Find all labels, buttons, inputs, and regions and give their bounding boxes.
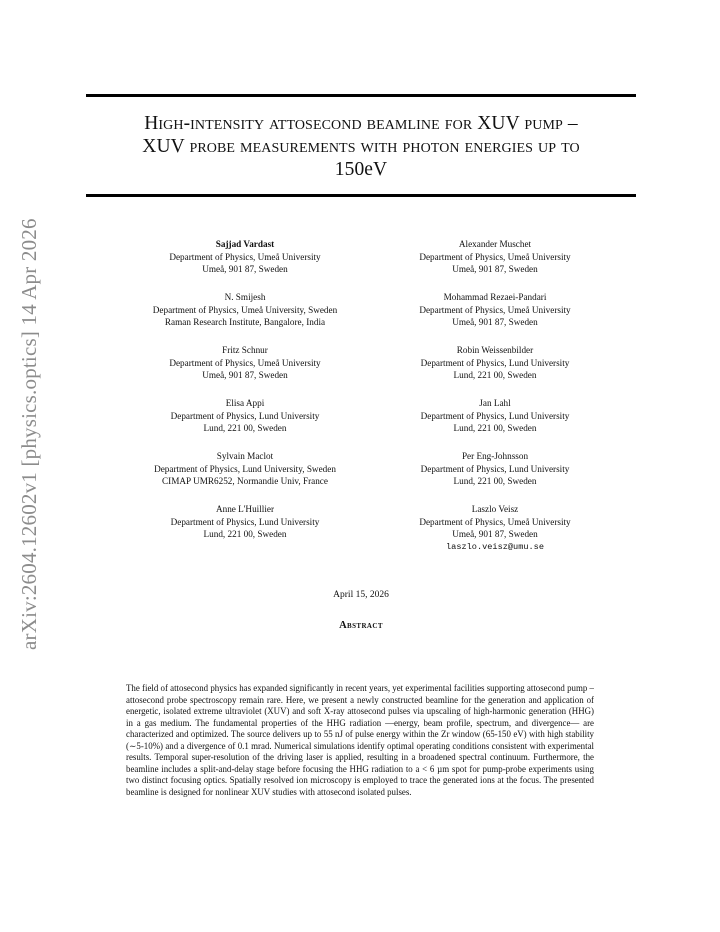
abstract-text: The field of attosecond physics has expanded significantly in recent years, yet experimental facilities supporting attosecond pump – attosecond probe spectroscopy remain rare. Here, we present a newly constructed beamline for the generation and application of energetic, isolated extreme ultraviolet (XUV) and soft X-ray attosecond pulses via upscaling of high-harmonic generation (HHG) in a gas medium. The fundamental properties of the HHG radiation —energy, beam profile, spectrum, and divergence— are characterized and optimized. The source delivers up to 55 nJ of pulse energy within the Zr window (65-150 eV) with high stability (∼5-10%) and a divergence of 0.1 mrad. Numerical simulations identify optimal operating conditions consistent with experimental results. Temporal super-resolution of the driving laser is applied, resulting in a broadened spectral continuum. Furthermore, the beamline includes a split-and-delay stage before focusing the HHG radiation to a < 6 µm spot for pump-probe experiments using two distinct focusing optics. Spatially resolved ion microscopy is employed to trace the generated ions at the focus. The presented beamline is designed for nonlinear XUV studies with attosecond isolated pulses. <box>126 683 594 797</box>
author-affiliation: Department of Physics, Lund University <box>420 463 570 474</box>
author-name: Sajjad Vardast <box>215 239 275 249</box>
author-block <box>375 450 615 488</box>
author-address: Lund, 221 00, Sweden <box>453 476 537 486</box>
author-address: Lund, 221 00, Sweden <box>453 423 537 433</box>
author-affiliation: Department of Physics, Lund University, Sweden <box>154 463 336 474</box>
author-affiliation: Department of Physics, Umeå University <box>169 357 321 368</box>
author-address: Umeå, 901 87, Sweden <box>202 370 288 380</box>
author-affiliation: Department of Physics, Umeå University <box>419 251 571 262</box>
title-line-2: XUV probe measurements with photon energies up to <box>142 136 580 157</box>
author-name: Jan Lahl <box>479 398 511 408</box>
author-block <box>375 238 615 276</box>
author-email-link[interactable]: laszlo.veisz@umu.se <box>446 541 544 552</box>
publication-date: April 15, 2026 <box>333 590 389 600</box>
author-affiliation: Department of Physics, Umeå University <box>419 304 571 315</box>
author-name: Robin Weissenbilder <box>456 345 534 355</box>
author-address: Umeå, 901 87, Sweden <box>452 317 538 327</box>
author-address: Lund, 221 00, Sweden <box>203 529 287 539</box>
title-line-1: High-intensity attosecond beamline for XUV pump – <box>144 113 578 134</box>
author-name: Mohammad Rezaei-Pandari <box>443 292 547 302</box>
author-block <box>375 397 615 435</box>
author-address: Umeå, 901 87, Sweden <box>452 529 538 539</box>
author-address: Umeå, 901 87, Sweden <box>452 264 538 274</box>
author-affiliation: Department of Physics, Lund University <box>420 357 570 368</box>
author-name: Per Eng-Johnsson <box>461 451 529 461</box>
author-name: Sylvain Maclot <box>216 451 274 461</box>
paper-title <box>86 112 636 181</box>
author-block <box>120 291 370 329</box>
author-block <box>375 344 615 382</box>
author-block <box>375 291 615 329</box>
author-address: Lund, 221 00, Sweden <box>453 370 537 380</box>
author-name: Anne L'Huillier <box>215 504 275 514</box>
author-address: Umeå, 901 87, Sweden <box>202 264 288 274</box>
title-rule-top <box>86 94 636 97</box>
author-block <box>120 344 370 382</box>
author-name: N. Smijesh <box>224 292 266 302</box>
author-address: CIMAP UMR6252, Normandie Univ, France <box>162 476 328 486</box>
author-affiliation: Department of Physics, Lund University <box>420 410 570 421</box>
author-name: Elisa Appi <box>225 398 265 408</box>
arxiv-identifier[interactable]: arXiv:2604.12602v1 [physics.optics] 14 Apr 2026 <box>17 218 41 650</box>
author-name: Alexander Muschet <box>458 239 532 249</box>
abstract-heading: Abstract <box>339 620 383 631</box>
author-block <box>375 503 615 553</box>
author-affiliation: Department of Physics, Lund University <box>170 516 320 527</box>
author-block <box>120 397 370 435</box>
author-block <box>120 238 370 276</box>
author-address: Lund, 221 00, Sweden <box>203 423 287 433</box>
author-affiliation: Department of Physics, Lund University <box>170 410 320 421</box>
author-affiliation: Department of Physics, Umeå University, Sweden <box>152 304 338 315</box>
author-name: Fritz Schnur <box>222 345 268 355</box>
author-block <box>120 503 370 541</box>
author-affiliation: Department of Physics, Umeå University <box>419 516 571 527</box>
title-rule-bottom <box>86 194 636 197</box>
title-line-3: 150eV <box>334 159 388 180</box>
author-affiliation: Department of Physics, Umeå University <box>169 251 321 262</box>
author-name: Laszlo Veisz <box>471 504 519 514</box>
author-block <box>120 450 370 488</box>
author-address: Raman Research Institute, Bangalore, India <box>164 317 326 327</box>
